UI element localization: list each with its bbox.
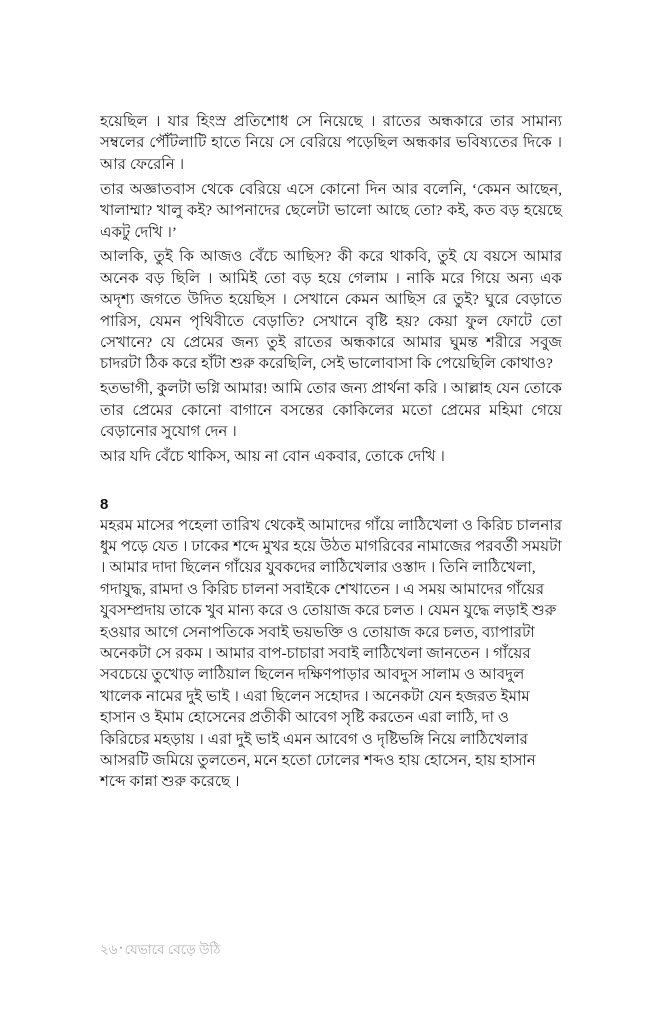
footer-separator-icon: • xyxy=(119,943,123,953)
section-spacer xyxy=(100,469,562,495)
footer-book-title: যেভাবে বেড়ে উঠি xyxy=(124,942,221,957)
page-footer xyxy=(100,940,220,958)
paragraph-3: আলকি, তুই কি আজও বেঁচে আছিস? কী করে থাকবি, তুই যে বয়সে আমার অনেক বড় ছিলি । আমিই তো বড় হয়ে গেলাম । নাকি মরে গিয়ে অন্য এক অদৃশ্য জগতে উদিত হয়েছিস । সেখানে কেমন আছিস রে তুই? ঘুরে বেড়াতে পারিস, যেমন পৃথিবীতে বেড়াতি? সেখানে বৃষ্টি হয়? কেয়া ফুল ফোটে তো সেখানে? যে প্রেমের জন্য তুই রাতের অন্ধকারে আমার ঘুমন্ত শরীরে সবুজ চাদরটা ঠিক করে হাঁটা শুরু করেছিলি, সেই ভালোবাসা কি পেয়েছিলি কোথাও? xyxy=(100,249,562,373)
page-text-block xyxy=(100,112,562,794)
paragraph-5: আর যদি বেঁচে থাকিস, আয় না বোন একবার, তোকে দেখি । xyxy=(100,449,445,466)
section-paragraph-1: মহরম মাসের পহেলা তারিখ থেকেই আমাদের গাঁয়ে লাঠিখেলা ও কিরিচ চালনার ধুম পড়ে যেত । ঢাকের শব্দে মুখর হয়ে উঠত মাগরিবের নামাজের পরবর্তী সময়টা । আমার দাদা ছিলেন গাঁয়ের যুবকদের লাঠিখেলার ওস্তাদ । তিনি লাঠিখেলা, গদাযুদ্ধ, রামদা ও কিরিচ চালনা সবাইকে শেখাতেন । এ সময় আমাদের গাঁয়ের যুবসম্প্রদায় তাকে খুব মান্য করে ও তোয়াজ করে চলত । যেমন যুদ্ধে লড়াই শুরু হওয়ার আগে সেনাপতিকে সবাই ভয়ভক্তি ও তোয়াজ করে চলত, ব্যাপারটা অনেকটা সে রকম । আমার বাপ-চাচারা সবাই লাঠিখেলা জানতেন । গাঁয়ের সবচেয়ে তুখোড় লাঠিয়াল ছিলেন দক্ষিণপাড়ার আবদুস সালাম ও আবদুল খালেক নামের দুই ভাই । এরা ছিলেন সহোদর । অনেকটা যেন হজরত ইমাম হাসান ও ইমাম হোসেনের প্রতীকী আবেগ সৃষ্টি করতেন এরা লাঠি, দা ও কিরিচের মহড়ায় । এরা দুই ভাই এমন আবেগ ও দৃষ্টিভঙ্গি নিয়ে লাঠিখেলার আসরটি জমিয়ে তুলতেন, মনে হতো ঢোলের শব্দও হায় হোসেন, হায় হাসান শব্দে কান্না শুরু করেছে । xyxy=(100,517,563,791)
paragraph-1: হয়েছিল । যার হিংস্র প্রতিশোধ সে নিয়েছে । রাতের অন্ধকারে তার সামান্য সম্বলের পৌঁটলাটি হাতে নিয়ে সে বেরিয়ে পড়েছিল অন্ধকার ভবিষ্যতের দিকে । আর ফেরেনি । xyxy=(100,114,562,173)
paragraph-4: হতভাগী, কুলটা ভগ্নি আমার! আমি তোর জন্য প্রার্থনা করি । আল্লাহ যেন তোকে তার প্রেমের কোনো বাগানে বসন্তের কোকিলের মতো প্রেমের মহিমা গেয়ে বেড়ানোর সুযোগ দেন । xyxy=(100,381,562,441)
footer-page-number: ২৬ xyxy=(100,942,118,957)
paragraph-2: তার অজ্ঞাতবাস থেকে বেরিয়ে এসে কোনো দিন আর বলেনি, ‘কেমন আছেন, খালাম্মা? খালু কই? আপনাদের ছেলেটা ভালো আছে তো? কই, কত বড় হয়েছে একটু দেখি ।’ xyxy=(100,181,562,241)
section-number-heading: 8 xyxy=(100,495,109,513)
